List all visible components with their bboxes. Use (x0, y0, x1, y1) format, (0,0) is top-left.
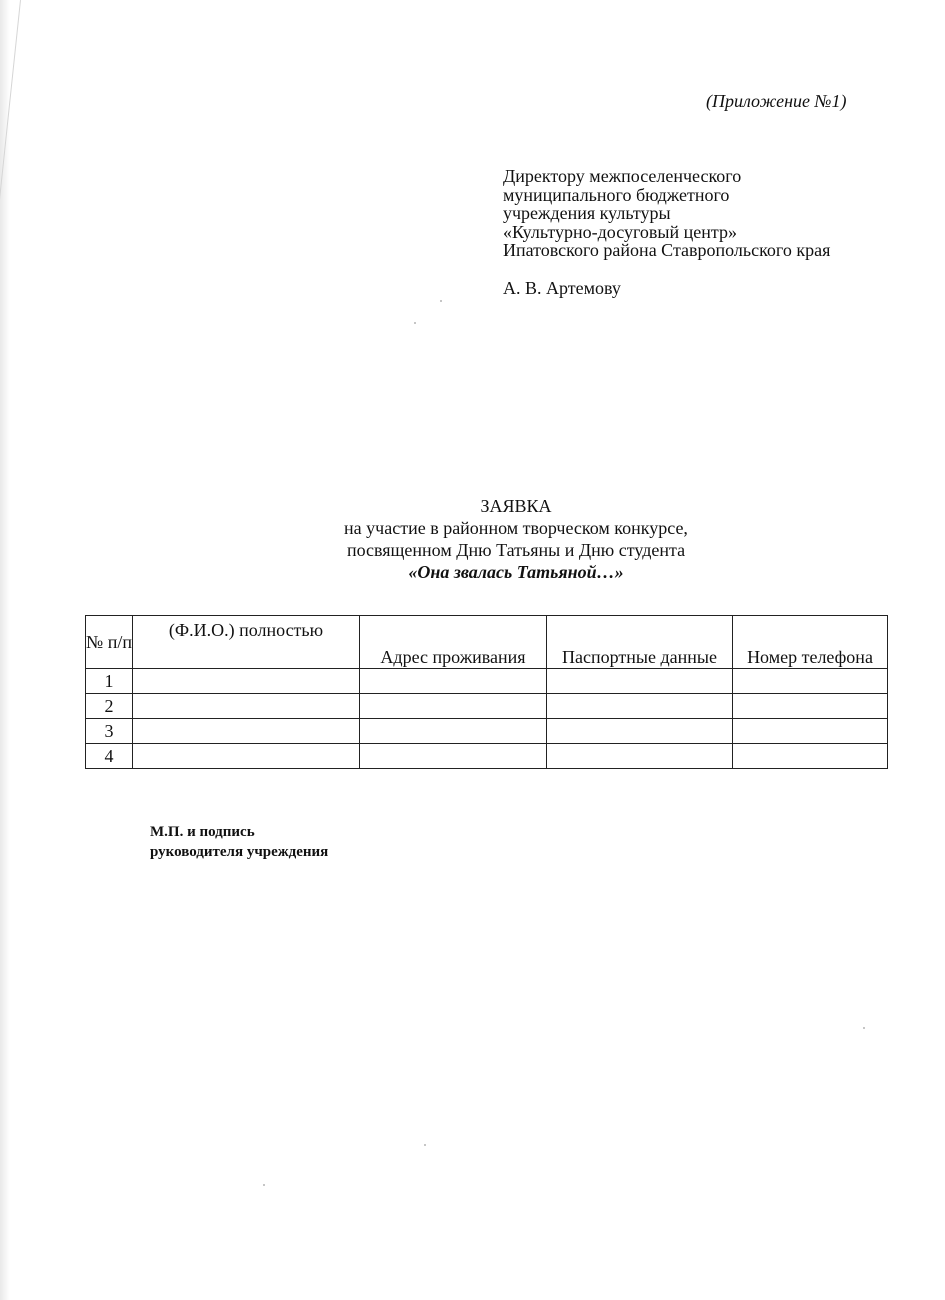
scan-speck (414, 322, 416, 324)
scan-speck (263, 1184, 265, 1186)
scan-speck (440, 300, 442, 302)
row-number-cell: 3 (86, 719, 133, 744)
address-cell[interactable] (360, 744, 547, 769)
passport-cell[interactable] (547, 719, 733, 744)
full-name-cell[interactable] (133, 694, 360, 719)
signature-block (150, 822, 328, 862)
document-title: ЗАЯВКА (480, 496, 552, 516)
phone-cell[interactable] (733, 694, 888, 719)
addressee-line: Ипатовского района Ставропольского края (503, 240, 831, 261)
address-cell[interactable] (360, 694, 547, 719)
application-heading (0, 495, 945, 583)
phone-cell[interactable] (733, 719, 888, 744)
addressee-person: А. В. Артемову (503, 277, 621, 298)
table-row (86, 744, 888, 769)
table-row (86, 719, 888, 744)
row-number-cell: 4 (86, 744, 133, 769)
addressee-line: муниципального бюджетного (503, 184, 730, 205)
column-header-phone: Номер телефона (733, 616, 888, 669)
full-name-cell[interactable] (133, 719, 360, 744)
scan-speck (863, 1027, 865, 1029)
phone-cell[interactable] (733, 744, 888, 769)
passport-cell[interactable] (547, 744, 733, 769)
row-number-cell: 2 (86, 694, 133, 719)
column-header-number: № п/п (86, 616, 133, 669)
addressee-block (503, 167, 830, 298)
appendix-label: (Приложение №1) (706, 91, 847, 111)
contest-name: «Она звалась Татьяной…» (408, 562, 624, 582)
participants-table (85, 615, 888, 769)
addressee-line: учреждения культуры (503, 203, 671, 224)
column-header-full-name: (Ф.И.О.) полностью (133, 616, 360, 669)
full-name-cell[interactable] (133, 744, 360, 769)
scan-edge (0, 0, 10, 1300)
addressee-line: Директору межпоселенческого (503, 166, 742, 186)
scan-speck (424, 1144, 426, 1146)
table-row (86, 694, 888, 719)
phone-cell[interactable] (733, 669, 888, 694)
column-header-passport: Паспортные данные (547, 616, 733, 669)
heading-line: посвященном Дню Татьяны и Дню студента (346, 540, 686, 560)
addressee-line: «Культурно-досуговый центр» (503, 221, 737, 242)
passport-cell[interactable] (547, 694, 733, 719)
table-row (86, 669, 888, 694)
table-header-row (86, 616, 888, 669)
column-header-address: Адрес проживания (360, 616, 547, 669)
passport-cell[interactable] (547, 669, 733, 694)
full-name-cell[interactable] (133, 669, 360, 694)
address-cell[interactable] (360, 719, 547, 744)
row-number-cell: 1 (86, 669, 133, 694)
address-cell[interactable] (360, 669, 547, 694)
heading-line: на участие в районном творческом конкурсе, (344, 518, 688, 538)
signature-line: руководителя учреждения (150, 844, 329, 860)
signature-line: М.П. и подпись (150, 824, 255, 840)
